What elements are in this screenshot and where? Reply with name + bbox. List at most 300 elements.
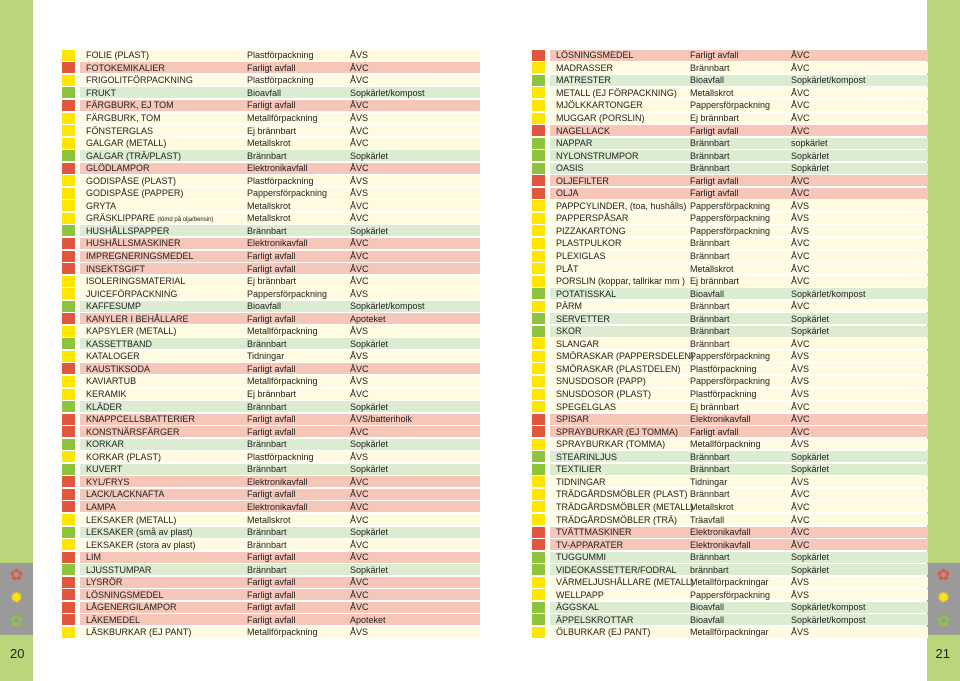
category-color-marker: [62, 138, 75, 149]
item-name-text: FÖNSTERGLAS: [86, 125, 154, 136]
item-destination: ÅVS: [350, 451, 369, 462]
item-bar: [80, 501, 480, 512]
category-color-marker: [62, 87, 75, 98]
item-bar: [80, 200, 480, 211]
list-item: [62, 112, 480, 125]
item-bar: [550, 414, 928, 425]
item-destination: ÅVS: [791, 351, 810, 362]
item-bar: [80, 614, 480, 625]
category-color-marker: [532, 401, 545, 412]
category-color-marker: [62, 150, 75, 161]
item-name-text: TVÄTTMASKINER: [556, 527, 632, 538]
item-bar: [550, 426, 928, 437]
item-destination: Sopkärlet: [350, 401, 389, 412]
item-name-text: FOTOKEMIKALIER: [86, 62, 165, 73]
item-bar: [550, 87, 928, 98]
item-name-text: OLJEFILTER: [556, 175, 609, 186]
item-name: [86, 50, 247, 60]
item-destination: ÅVS: [791, 225, 810, 236]
list-item: [532, 576, 928, 589]
item-name-text: GALGAR (METALL): [86, 138, 167, 149]
page-number-right: 21: [935, 646, 950, 661]
category-color-marker: [62, 363, 75, 374]
item-bar: [550, 539, 928, 550]
item-bar: [550, 313, 928, 324]
item-bar: [80, 188, 480, 199]
item-category: Pappersförpackning: [690, 213, 771, 224]
item-name-text: KASSETTBAND: [86, 338, 153, 349]
category-color-marker: [532, 113, 545, 124]
item-destination: ÅVC: [350, 100, 369, 111]
list-item: [62, 99, 480, 112]
item-category: Farligt avfall: [690, 125, 739, 136]
item-category: Brännbart: [690, 552, 730, 563]
item-bar: [550, 476, 928, 487]
category-color-marker: [532, 414, 545, 425]
item-destination: ÅVC: [350, 589, 369, 600]
item-name-text: MATRESTER: [556, 75, 611, 86]
item-destination: ÅVC: [791, 100, 810, 111]
item-category: Pappersförpackning: [247, 188, 328, 199]
item-bar: [80, 389, 480, 400]
item-name: [86, 138, 247, 148]
flower-red-icon: ✿: [9, 567, 24, 584]
item-name: [556, 501, 694, 512]
list-item: [62, 589, 480, 602]
item-name: [86, 389, 247, 399]
item-bar: [80, 589, 480, 600]
item-category: Farligt avfall: [247, 426, 296, 437]
item-destination: ÅVC: [350, 276, 369, 287]
item-name-text: PLEXIGLAS: [556, 251, 606, 262]
list-item: [532, 463, 928, 476]
item-category: Bioavfall: [690, 614, 725, 625]
item-category: Farligt avfall: [247, 552, 296, 563]
item-name: [86, 502, 247, 512]
item-category: Brännbart: [247, 338, 287, 349]
item-bar: [80, 514, 480, 525]
item-bar: [80, 401, 480, 412]
item-name: [86, 238, 247, 248]
category-color-marker: [532, 313, 545, 324]
category-color-marker: [532, 238, 545, 249]
category-color-marker: [532, 213, 545, 224]
category-color-marker: [62, 62, 75, 73]
item-name: [86, 439, 247, 449]
item-bar: [80, 313, 480, 324]
item-destination: ÅVC: [791, 188, 810, 199]
item-category: Ej brännbart: [247, 276, 297, 287]
item-name: [556, 590, 690, 600]
list-item: [62, 626, 480, 639]
item-name: [86, 464, 247, 474]
list-item: [532, 212, 928, 225]
item-category: Pappersförpackning: [690, 225, 771, 236]
item-name-text: SPRAYBURKAR (EJ TOMMA): [556, 426, 679, 437]
list-item: [532, 312, 928, 325]
item-bar: [80, 75, 480, 86]
item-name: [556, 427, 690, 437]
item-destination: ÅVC: [791, 539, 810, 550]
item-bar: [550, 251, 928, 262]
item-destination: ÅVC: [350, 501, 369, 512]
list-item: [532, 225, 928, 238]
list-item: [532, 589, 928, 602]
item-category: Farligt avfall: [247, 602, 296, 613]
category-color-marker: [532, 627, 545, 638]
item-category: Metallskrot: [247, 514, 291, 525]
category-color-marker: [62, 175, 75, 186]
category-color-marker: [62, 589, 75, 600]
item-name: [556, 452, 690, 462]
item-name-text: GLÖDLAMPOR: [86, 163, 150, 174]
item-name: [86, 515, 247, 525]
item-name: [86, 489, 247, 499]
list-item: [62, 312, 480, 325]
list-item: [532, 626, 928, 639]
item-bar: [80, 376, 480, 387]
item-destination: ÅVS: [791, 213, 810, 224]
item-destination: ÅVS: [350, 288, 369, 299]
category-color-marker: [532, 376, 545, 387]
item-bar: [550, 376, 928, 387]
category-color-marker: [62, 163, 75, 174]
item-name-text: LÖSNINGSMEDEL: [556, 50, 634, 61]
list-item: [532, 137, 928, 150]
item-name-text: KAPSYLER (METALL): [86, 326, 177, 337]
item-category: Farligt avfall: [247, 489, 296, 500]
item-bar: [550, 263, 928, 274]
item-name-text: MADRASSER: [556, 62, 614, 73]
item-bar: [550, 238, 928, 249]
item-bar: [550, 514, 928, 525]
item-name-text: FRUKT: [86, 87, 116, 98]
item-category: Plastförpackning: [247, 50, 314, 61]
item-name: [556, 376, 690, 386]
item-category: Plastförpackning: [247, 451, 314, 462]
item-category: Farligt avfall: [247, 263, 296, 274]
item-destination: ÅVS: [350, 50, 369, 61]
sun-yellow-icon: ✹: [936, 590, 951, 607]
item-name: [86, 627, 247, 637]
item-destination: ÅVS: [791, 439, 810, 450]
item-bar: [80, 163, 480, 174]
category-color-marker: [62, 501, 75, 512]
list-item: [62, 49, 480, 62]
item-name: [86, 527, 247, 537]
list-item: [62, 400, 480, 413]
item-destination: ÅVC: [791, 125, 810, 136]
category-color-marker: [532, 326, 545, 337]
category-color-marker: [532, 276, 545, 287]
item-destination: Sopkärlet/kompost: [791, 75, 866, 86]
item-name-text: PÄRM: [556, 301, 583, 312]
item-name-text: STEARINLJUS: [556, 451, 618, 462]
category-color-marker: [62, 577, 75, 588]
category-color-marker: [532, 75, 545, 86]
item-category: Farligt avfall: [247, 614, 296, 625]
item-name-text: LÖSNINGSMEDEL: [86, 589, 164, 600]
category-color-marker: [62, 389, 75, 400]
list-item: [532, 388, 928, 401]
item-bar: [550, 301, 928, 312]
item-name: [556, 113, 690, 123]
item-name-text: LYSRÖR: [86, 577, 123, 588]
item-destination: Sopkärlet: [350, 150, 389, 161]
item-name-text: KAUSTIKSODA: [86, 363, 151, 374]
item-destination: ÅVS: [791, 200, 810, 211]
list-item: [62, 614, 480, 627]
list-item: [62, 187, 480, 200]
item-category: Brännbart: [690, 150, 730, 161]
category-color-marker: [532, 50, 545, 61]
list-item: [62, 375, 480, 388]
item-category: Elektronikavfall: [247, 238, 308, 249]
item-name-text: FOLIE (PLAST): [86, 50, 150, 61]
list-item: [532, 237, 928, 250]
item-destination: ÅVC: [350, 163, 369, 174]
item-destination: Sopkärlet: [350, 338, 389, 349]
item-name: [556, 151, 690, 161]
item-destination: ÅVC: [791, 263, 810, 274]
item-name: [86, 577, 247, 587]
item-category: Elektronikavfall: [247, 476, 308, 487]
item-category: Brännbart: [247, 225, 287, 236]
item-category: Pappersförpackning: [247, 288, 328, 299]
list-item: [62, 425, 480, 438]
list-item: [62, 476, 480, 489]
item-name: [86, 427, 247, 437]
item-name: [556, 351, 694, 362]
item-category: Brännbart: [690, 62, 730, 73]
item-name: [556, 565, 690, 575]
item-category: Metallförpackning: [247, 326, 318, 337]
item-category: Brännbart: [690, 326, 730, 337]
item-name: [86, 126, 247, 136]
item-bar: [80, 602, 480, 613]
list-item: [532, 275, 928, 288]
item-name-text: KONSTNÄRSFÄRGER: [86, 426, 180, 437]
category-color-marker: [62, 351, 75, 362]
list-item: [62, 174, 480, 187]
category-color-marker: [62, 213, 75, 224]
item-destination: ÅVS: [350, 627, 369, 638]
item-name-text: NAPPAR: [556, 138, 593, 149]
item-bar: [550, 213, 928, 224]
item-name-text: JUICEFÖRPACKNING: [86, 288, 178, 299]
flower-green-icon: ✿: [9, 613, 24, 630]
item-name-text: KUVERT: [86, 464, 123, 475]
item-destination: ÅVC: [350, 577, 369, 588]
item-destination: Sopkärlet: [791, 163, 830, 174]
item-name: [86, 376, 247, 386]
item-category: Brännbart: [247, 401, 287, 412]
item-category: Metallförpackning: [690, 439, 761, 450]
item-destination: ÅVC: [350, 238, 369, 249]
item-name: [86, 188, 247, 198]
list-item: [532, 538, 928, 551]
item-bar: [80, 276, 480, 287]
category-color-marker: [532, 363, 545, 374]
list-item: [532, 250, 928, 263]
category-color-marker: [62, 627, 75, 638]
item-name: [556, 100, 690, 110]
category-color-marker: [62, 301, 75, 312]
item-bar: [550, 100, 928, 111]
item-category: Farligt avfall: [690, 175, 739, 186]
item-destination: ÅVC: [791, 113, 810, 123]
item-bar: [80, 426, 480, 437]
item-name-text: INSEKTSGIFT: [86, 263, 146, 274]
item-name-text: NYLONSTRUMPOR: [556, 150, 639, 161]
item-destination: ÅVC: [791, 87, 810, 98]
item-name: [556, 627, 690, 637]
item-name: [556, 339, 690, 349]
item-bar: [80, 489, 480, 500]
item-bar: [80, 175, 480, 186]
list-item: [62, 563, 480, 576]
category-color-marker: [532, 564, 545, 575]
item-name: [86, 452, 247, 462]
item-bar: [550, 602, 928, 613]
item-name: [556, 326, 690, 336]
item-name-text: KANYLER I BEHÅLLARE: [86, 313, 189, 324]
item-category: Bioavfall: [247, 301, 282, 312]
list-item: [62, 501, 480, 514]
item-name: [556, 389, 690, 399]
item-destination: ÅVC: [791, 426, 810, 437]
item-destination: Sopkärlet/kompost: [350, 87, 425, 98]
list-item: [532, 112, 928, 125]
category-color-marker: [62, 313, 75, 324]
item-bar: [550, 113, 928, 124]
item-bar: [80, 476, 480, 487]
item-bar: [80, 439, 480, 450]
item-name-text: TEXTILIER: [556, 464, 602, 475]
item-destination: ÅVC: [350, 213, 369, 224]
category-color-marker: [62, 451, 75, 462]
item-destination: ÅVS: [791, 476, 810, 487]
item-bar: [550, 439, 928, 450]
item-destination: ÅVC: [791, 251, 810, 262]
item-destination: ÅVC: [791, 527, 810, 538]
item-name: [556, 439, 690, 449]
category-color-marker: [532, 175, 545, 186]
item-destination: ÅVS: [350, 113, 369, 123]
category-color-marker: [532, 489, 545, 500]
item-name-text: WELLPAPP: [556, 589, 604, 600]
item-name-text: LEKSAKER (stora av plast): [86, 539, 196, 550]
sun-yellow-icon: ✹: [9, 590, 24, 607]
item-bar: [550, 489, 928, 500]
item-destination: ÅVS: [350, 188, 369, 199]
item-bar: [550, 163, 928, 174]
item-bar: [80, 577, 480, 588]
item-category: Bioavfall: [690, 75, 725, 86]
item-category: Metallskrot: [690, 263, 734, 274]
category-color-marker: [62, 376, 75, 387]
category-color-marker: [532, 188, 545, 199]
item-name-text: LÅGENERGILAMPOR: [86, 602, 177, 613]
item-name-text: OLJA: [556, 188, 579, 199]
item-destination: ÅVC: [350, 514, 369, 525]
item-bar: [80, 87, 480, 98]
item-destination: ÅVC: [791, 50, 810, 61]
item-destination: Apoteket: [350, 313, 386, 324]
item-category: Elektronikavfall: [247, 501, 308, 512]
item-name: [556, 138, 690, 148]
item-category: Ej brännbart: [247, 125, 297, 136]
item-name-text: KAVIARTUB: [86, 376, 137, 387]
item-category: Elektronikavfall: [690, 527, 751, 538]
item-destination: Sopkärlet: [350, 439, 389, 450]
category-color-marker: [62, 113, 75, 124]
item-bar: [550, 75, 928, 86]
list-item: [62, 388, 480, 401]
item-bar: [550, 614, 928, 625]
list-item: [532, 338, 928, 351]
category-color-marker: [532, 150, 545, 161]
category-color-marker: [532, 464, 545, 475]
item-bar: [550, 288, 928, 299]
category-color-marker: [62, 527, 75, 538]
item-name-text: OASIS: [556, 163, 584, 174]
list-item: [532, 99, 928, 112]
item-name-text: KYL/FRYS: [86, 476, 130, 487]
list-item: [532, 476, 928, 489]
category-color-marker: [62, 614, 75, 625]
category-color-marker: [62, 200, 75, 211]
item-bar: [80, 113, 480, 124]
item-name: [86, 75, 247, 85]
list-item: [62, 488, 480, 501]
item-bar: [80, 263, 480, 274]
list-item: [532, 438, 928, 451]
item-bar: [550, 589, 928, 600]
list-item: [62, 438, 480, 451]
item-name-text: SPRAYBURKAR (TOMMA): [556, 439, 666, 450]
list-item: [62, 137, 480, 150]
category-color-marker: [532, 100, 545, 111]
list-item: [532, 325, 928, 338]
item-name: [556, 515, 690, 525]
item-bar: [550, 363, 928, 374]
item-bar: [80, 414, 480, 425]
item-destination: ÅVC: [791, 414, 810, 425]
item-name: [556, 540, 690, 550]
list-item: [62, 325, 480, 338]
item-bar: [80, 351, 480, 362]
item-name-text: KNAPPCELLSBATTERIER: [86, 414, 195, 425]
item-destination: ÅVC: [350, 602, 369, 613]
item-category: Brännbart: [247, 439, 287, 450]
item-name: [556, 238, 690, 248]
item-name: [556, 201, 690, 211]
category-color-marker: [532, 163, 545, 174]
item-destination: Apoteket: [350, 614, 386, 625]
item-name: [556, 289, 690, 299]
item-destination: ÅVC: [791, 338, 810, 349]
item-category: Brännbart: [690, 138, 730, 149]
item-name: [86, 289, 247, 299]
item-bar: [550, 577, 928, 588]
item-category: Farligt avfall: [247, 251, 296, 262]
list-item: [532, 87, 928, 100]
item-name-text: HUSHÅLLSMASKINER: [86, 238, 181, 249]
item-category: Metallförpackningar: [690, 627, 769, 638]
list-item: [62, 526, 480, 539]
item-name: [556, 464, 690, 474]
